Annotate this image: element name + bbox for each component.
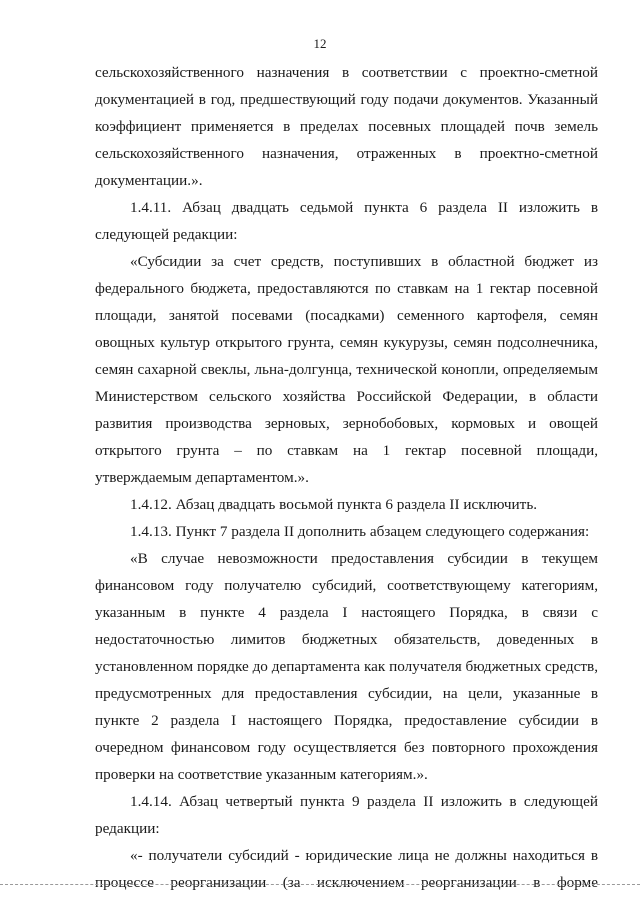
paragraph-quote-recipients: «- получатели субсидий - юридические лица не должны находиться в процессе реорганизации (за исключением реорганизации в форме: [95, 847, 598, 891]
document-body: [95, 59, 598, 896]
paragraph-item-1-4-11: 1.4.11. Абзац двадцать седьмой пункта 6 раздела II изложить в следующей редакции:: [95, 199, 598, 243]
page-number: 12: [313, 36, 327, 51]
paragraph-quote-subsidies: «Субсидии за счет средств, поступивших в областной бюджет из федерального бюджета, предоставляются по ставкам на 1 гектар посевной площади, занятой посевами (посадками) семенного картофеля, семян овощных культур открытого грунта, семян кукурузы, семян подсолнечника, семян сахарной свеклы, льна-долгунца, технической конопли, определяемым Министерством сельского хозяйства Российской Федерации, в области развития производства зерновых, зернобобовых, кормовых и овощей открытого грунта – по ставкам на 1 гектар посевной площади, утверждаемым департаментом.».: [95, 253, 598, 486]
paragraph-continuation: сельскохозяйственного назначения в соответствии с проектно-сметной документацией в год, предшествующий году подачи документов. Указанный коэффициент применяется в пределах посевных площадей почв земель сельскохозяйственного назначения, отраженных в проектно-сметной документации.».: [95, 64, 598, 189]
paragraph-item-1-4-13: 1.4.13. Пункт 7 раздела II дополнить абзацем следующего содержания:: [130, 523, 590, 540]
paragraph-item-1-4-12: 1.4.12. Абзац двадцать восьмой пункта 6 раздела II исключить.: [130, 496, 538, 513]
page-bottom-divider: [0, 884, 640, 885]
paragraph-quote-impossibility: «В случае невозможности предоставления субсидии в текущем финансовом году получателю субсидий, соответствующему категориям, указанным в пункте 4 раздела I настоящего Порядка, в связи с недостаточностью лимитов бюджетных обязательств, доведенных в установленном порядке до департамента как получателя бюджетных средств, предусмотренных для предоставления субсидии, на цели, указанные в пункте 2 раздела I настоящего Порядка, предоставление субсидии в очередном финансовом году осуществляется без повторного прохождения проверки на соответствие указанным категориям.».: [95, 550, 598, 783]
paragraph-item-1-4-14: 1.4.14. Абзац четвертый пункта 9 раздела II изложить в следующей редакции:: [95, 793, 598, 837]
